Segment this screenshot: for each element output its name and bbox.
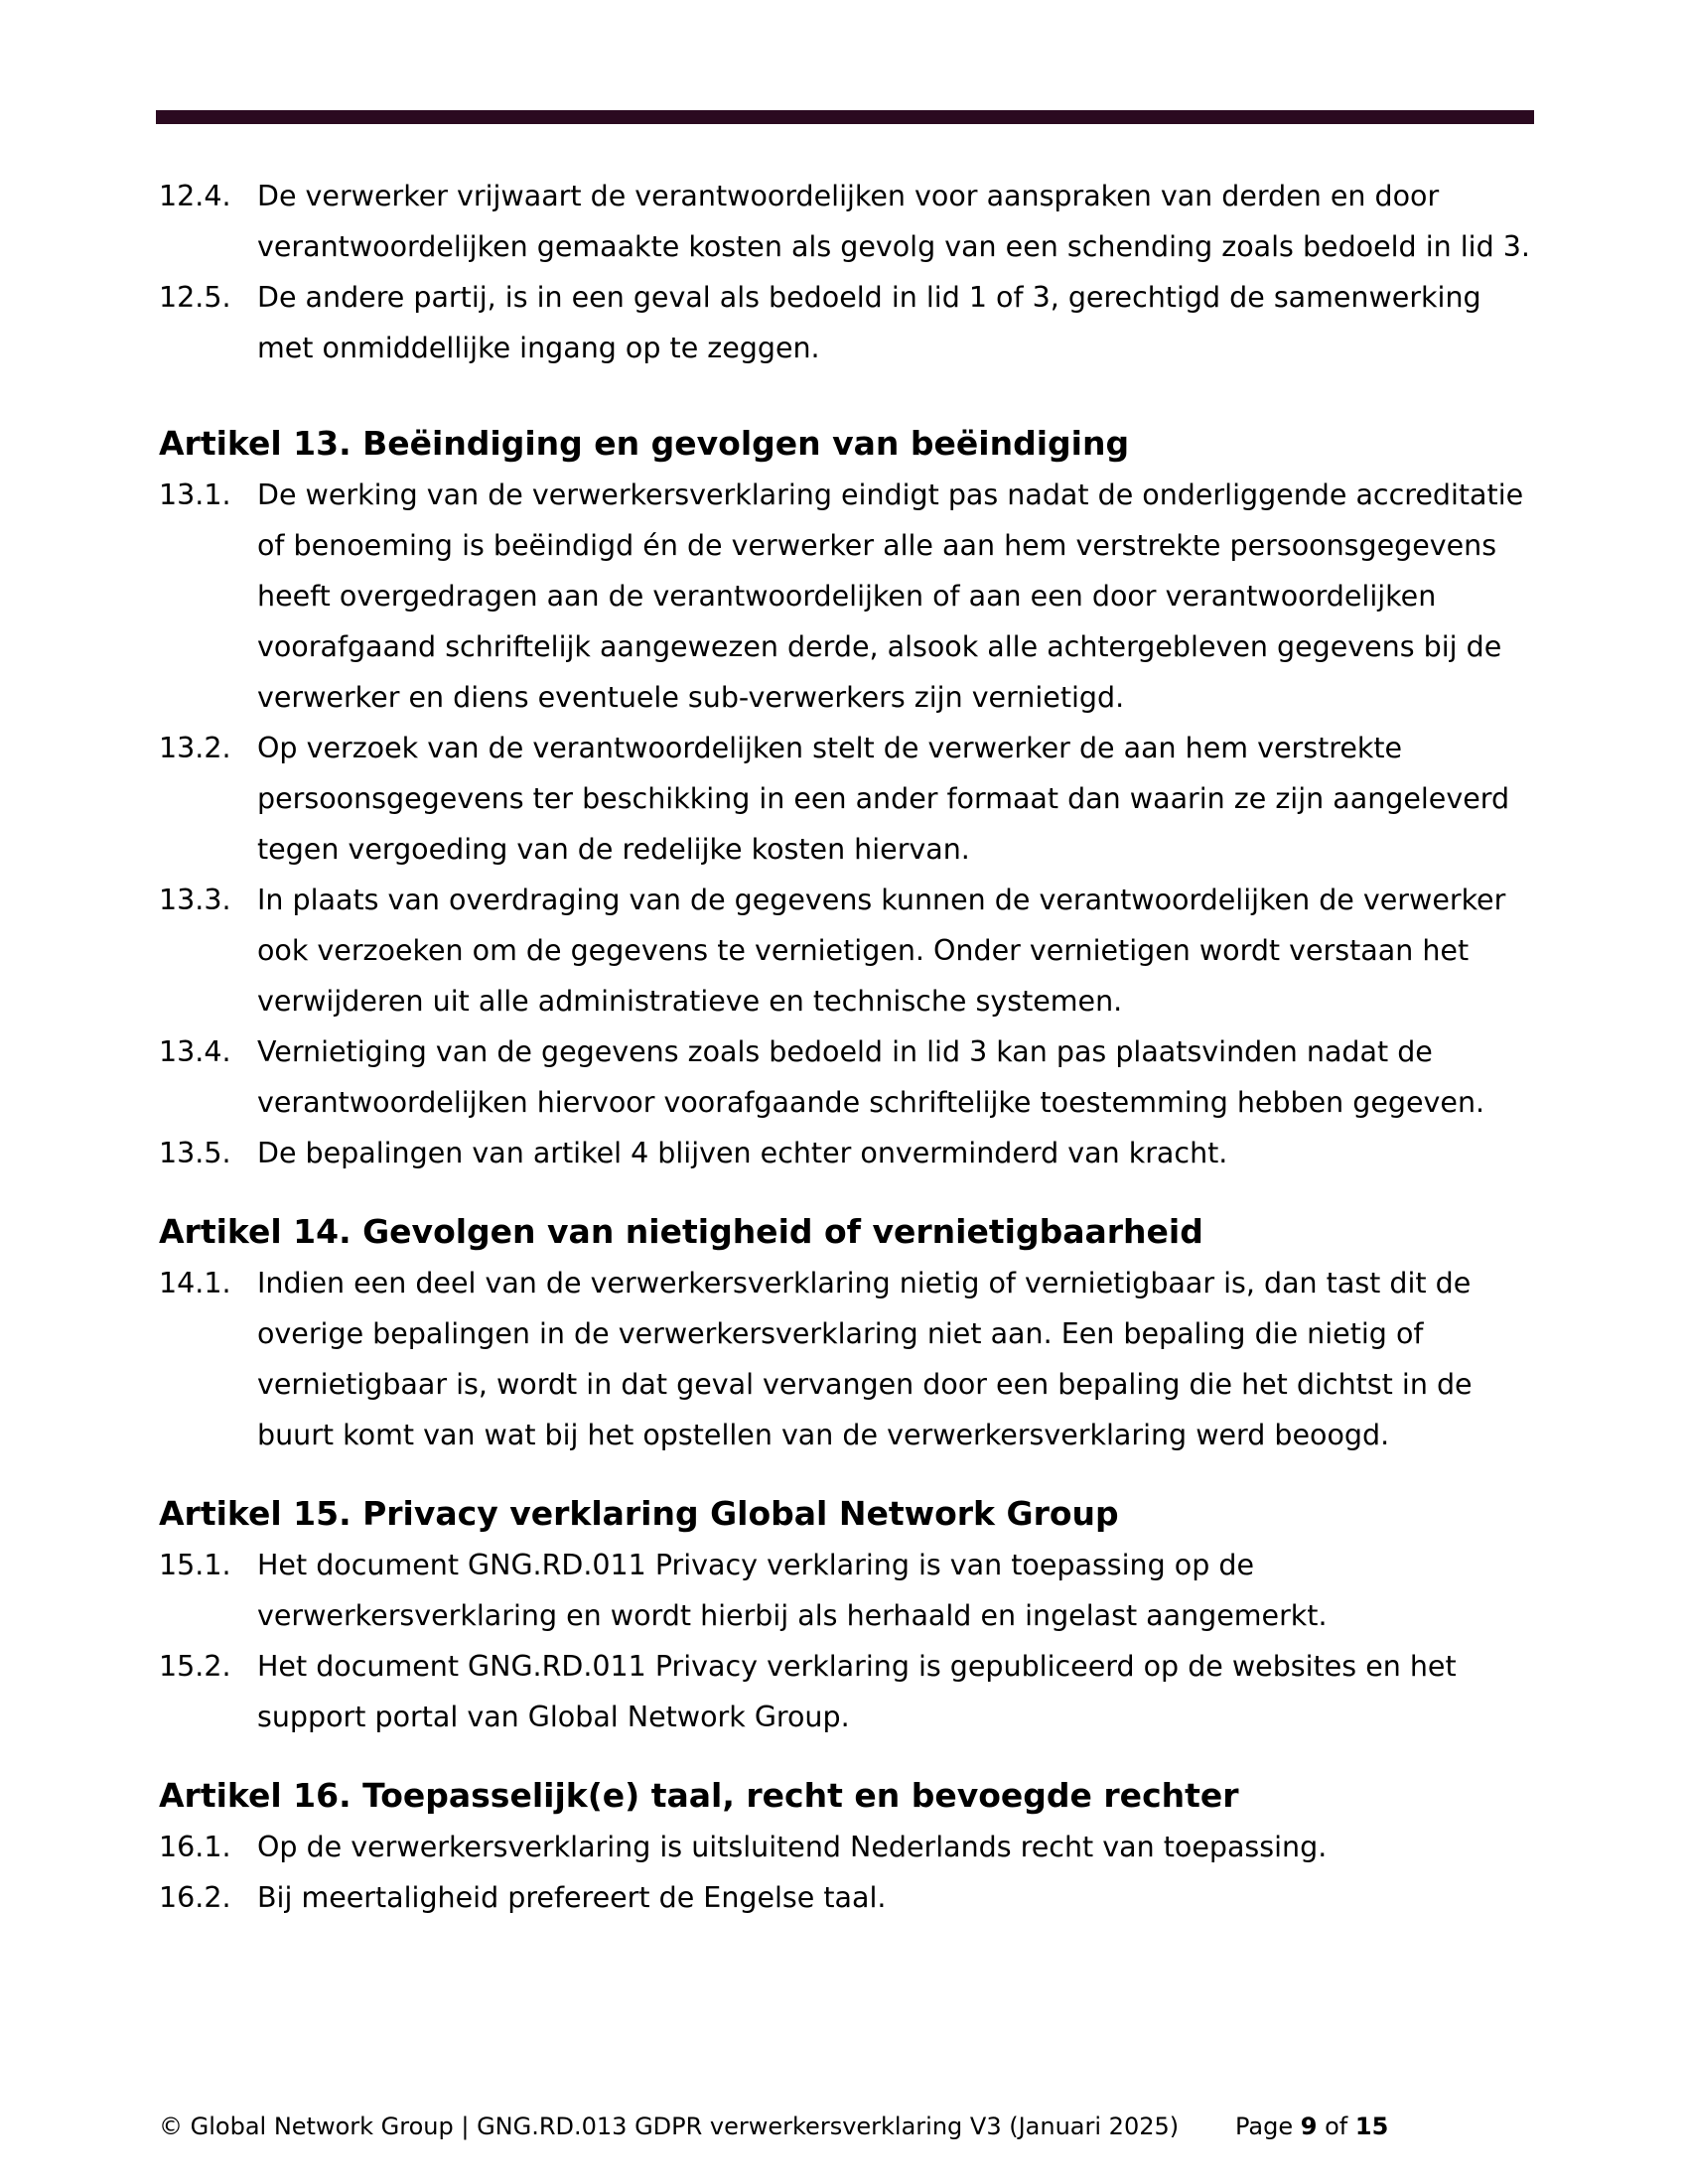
clause-text: De andere partij, is in een geval als bedoeld in lid 1 of 3, gerechtigd de samenwerking met onmiddellijke ingang op te zeggen. (257, 281, 1481, 364)
clause-text: Indien een deel van de verwerkersverklaring nietig of vernietigbaar is, dan tast dit de overige bepalingen in de verwerkersverklaring niet aan. Een bepaling die nietig of vernietigbaar is, wordt in dat geval vervangen door een bepaling die het dichtst in de buurt komt van wat bij het opstellen van de verwerkersverklaring werd beoogd. (257, 1267, 1473, 1451)
clause (159, 1540, 1539, 1641)
header-rule (156, 110, 1534, 124)
clause (159, 171, 1539, 272)
clause-text: Bij meertaligheid prefereert de Engelse taal. (257, 1881, 887, 1914)
clause-number: 12.4. (159, 180, 231, 212)
section-article-16 (159, 1774, 1539, 1923)
clause (159, 1026, 1539, 1128)
page-word: Page (1235, 2113, 1294, 2140)
clause (159, 1641, 1539, 1742)
page-number (1235, 2111, 1388, 2142)
clause-number: 16.1. (159, 1831, 231, 1863)
section-article-12-continued (159, 171, 1539, 373)
page-of: of (1325, 2113, 1348, 2140)
footer-copyright: © Global Network Group | GNG.RD.013 GDPR verwerkersverklaring V3 (Januari 2025) (159, 2113, 1180, 2140)
article-heading: Artikel 14. Gevolgen van nietigheid of vernietigbaarheid (159, 1212, 1203, 1251)
clause (159, 1128, 1539, 1178)
section-article-15 (159, 1492, 1539, 1742)
clause (159, 1872, 1539, 1923)
clause-text: Vernietiging van de gegevens zoals bedoeld in lid 3 kan pas plaatsvinden nadat de verantwoordelijken hiervoor voorafgaande schriftelijke toestemming hebben gegeven. (257, 1035, 1485, 1119)
article-heading: Artikel 13. Beëindiging en gevolgen van beëindiging (159, 424, 1130, 463)
page-total: 15 (1354, 2113, 1389, 2140)
clause-text: Het document GNG.RD.011 Privacy verklaring is van toepassing op de verwerkersverklaring en wordt hierbij als herhaald en ingelast aangemerkt. (257, 1549, 1328, 1632)
clause (159, 470, 1539, 723)
clause-number: 14.1. (159, 1267, 231, 1299)
article-heading: Artikel 15. Privacy verklaring Global Network Group (159, 1494, 1119, 1533)
clause-text: De bepalingen van artikel 4 blijven echter onverminderd van kracht. (257, 1137, 1228, 1169)
clause (159, 272, 1539, 373)
clause-text: De verwerker vrijwaart de verantwoordelijken voor aanspraken van derden en door verantwoordelijken gemaakte kosten als gevolg van een schending zoals bedoeld in lid 3. (257, 180, 1530, 263)
clause-number: 13.5. (159, 1137, 231, 1169)
clause-number: 16.2. (159, 1881, 231, 1914)
clause-number: 15.2. (159, 1650, 231, 1683)
clause (159, 875, 1539, 1026)
article-heading: Artikel 16. Toepasselijk(e) taal, recht en bevoegde rechter (159, 1776, 1239, 1815)
section-article-13 (159, 422, 1539, 1178)
clause-text: De werking van de verwerkersverklaring eindigt pas nadat de onderliggende accreditatie of benoeming is beëindigd én de verwerker alle aan hem verstrekte persoonsgegevens heeft overgedragen aan de verantwoordelijken of aan een door verantwoordelijken voorafgaand schriftelijk aangewezen derde, alsook alle achtergebleven gegevens bij de verwerker en diens eventuele sub-verwerkers zijn vernietigd. (257, 478, 1524, 714)
clause-number: 15.1. (159, 1549, 231, 1581)
clause-number: 13.2. (159, 732, 231, 764)
clause-number: 12.5. (159, 281, 231, 314)
clause-text: In plaats van overdraging van de gegevens kunnen de verantwoordelijken de verwerker ook verzoeken om de gegevens te vernietigen. Onder vernietigen wordt verstaan het verwijderen uit alle administratieve en technische systemen. (257, 884, 1506, 1018)
clause-text: Het document GNG.RD.011 Privacy verklaring is gepubliceerd op de websites en het support portal van Global Network Group. (257, 1650, 1457, 1733)
document-body (159, 171, 1539, 1923)
clause (159, 723, 1539, 875)
clause-number: 13.4. (159, 1035, 231, 1068)
clause (159, 1822, 1539, 1872)
page-current: 9 (1300, 2113, 1318, 2140)
clause-number: 13.1. (159, 478, 231, 511)
clause-text: Op de verwerkersverklaring is uitsluitend Nederlands recht van toepassing. (257, 1831, 1328, 1863)
section-article-14 (159, 1210, 1539, 1460)
clause (159, 1258, 1539, 1460)
clause-number: 13.3. (159, 884, 231, 916)
clause-text: Op verzoek van de verantwoordelijken stelt de verwerker de aan hem verstrekte persoonsgegevens ter beschikking in een ander formaat dan waarin ze zijn aangeleverd tegen vergoeding van de redelijke kosten hiervan. (257, 732, 1510, 866)
